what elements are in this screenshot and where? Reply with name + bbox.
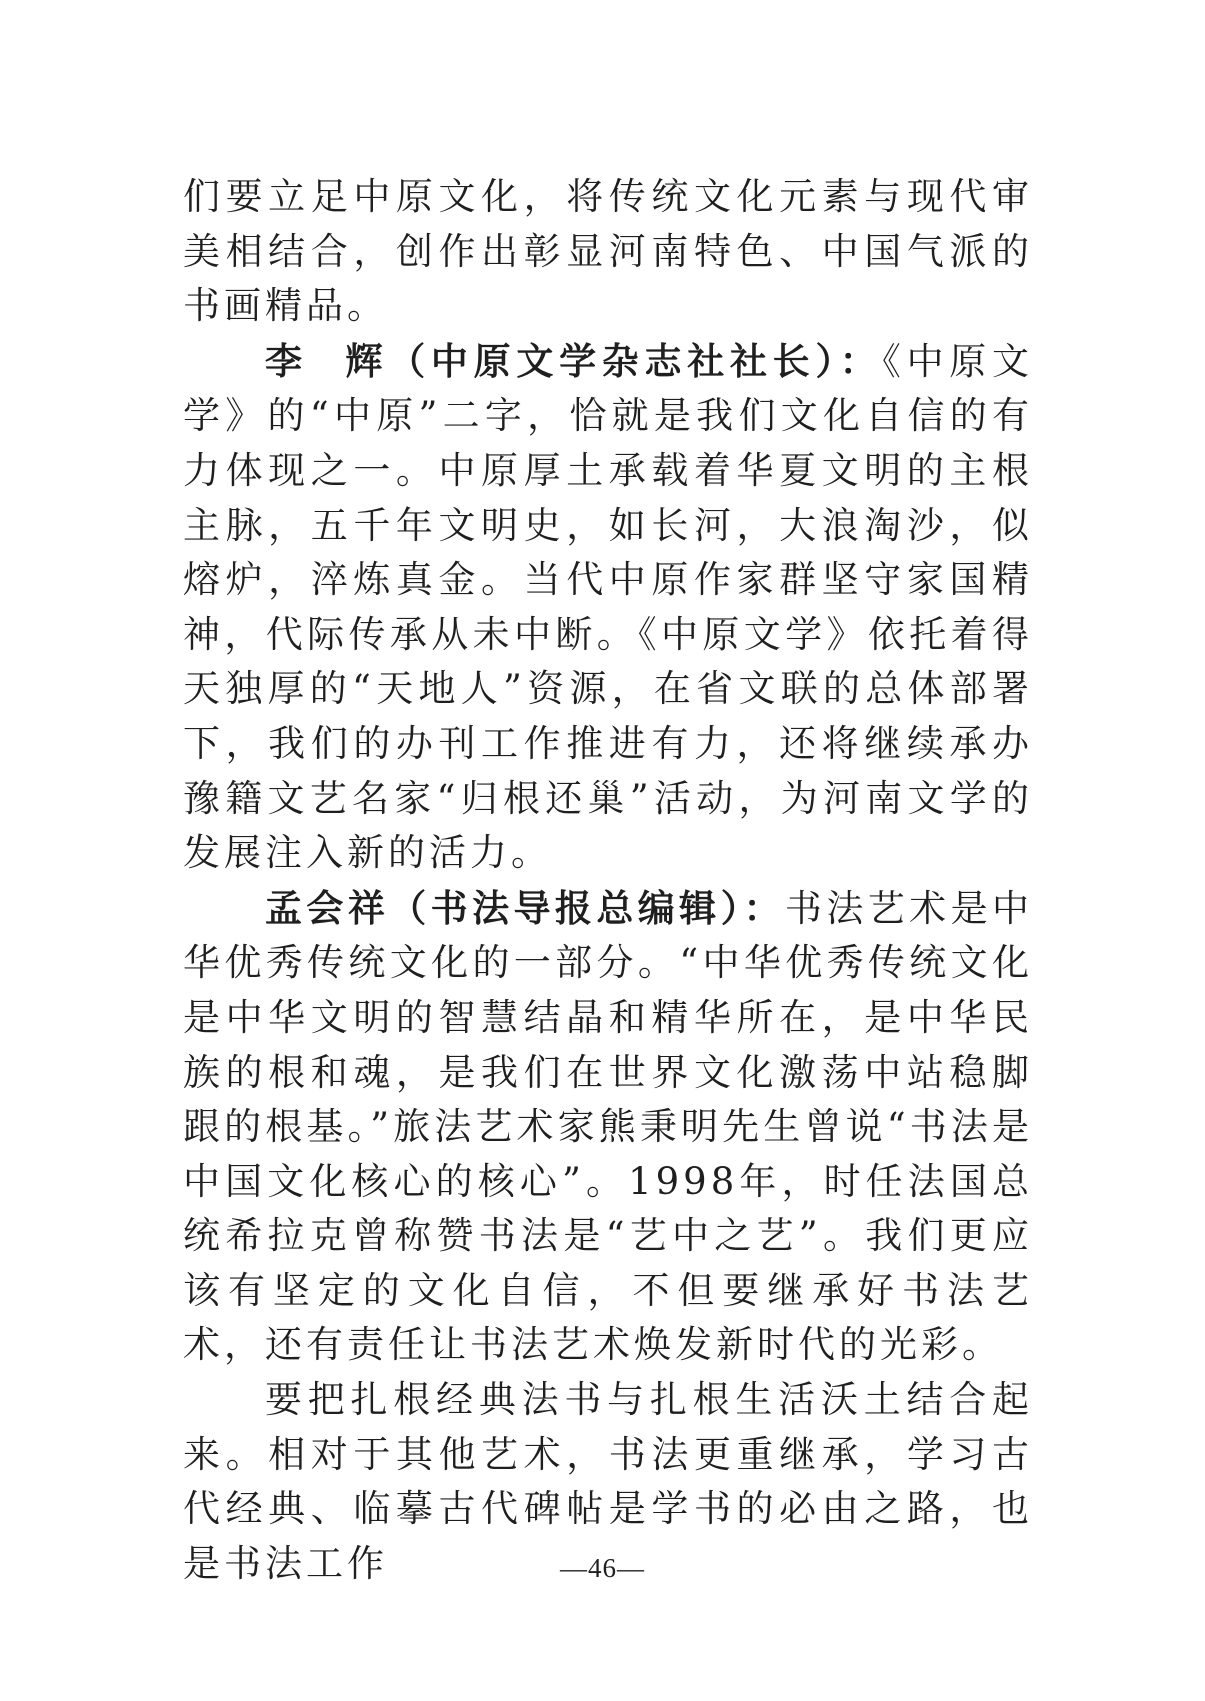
paragraph-continuation <box>183 170 1033 334</box>
speaker-name-part2: 辉 <box>343 338 389 383</box>
speaker-name <box>265 339 388 383</box>
paragraph-text: 书法艺术是中华优秀传统文化的一部分。“中华优秀传统文化是中华文明的智慧结晶和精华所在，是中华民族的根和魂，是我们在世界文化激荡中站稳脚跟的根基。”旅法艺术家熊秉明先生曾说“书法是中国文化核心的核心”。1998年，时任法国总统希拉克曾称赞书法是“艺中之艺”。我们更应该有坚定的文化自信，不但要继承好书法艺术，还有责任让书法艺术焕发新时代的光彩。 <box>183 886 1034 1367</box>
page-number: —46— <box>560 1553 645 1583</box>
speaker-role: （中原文学杂志社社长）： <box>388 338 883 383</box>
paragraph-li-hui <box>183 334 1033 881</box>
body-text <box>183 170 1033 1591</box>
paragraph-text: 《中原文学》的“中原”二字，恰就是我们文化自信的有力体现之一。中原厚土承载着华夏文明的主根主脉，五千年文明史，如长河，大浪淘沙，似熔炉，淬炼真金。当代中原作家群坚守家国精神，代际传承从未中断。《中原文学》依托着得天独厚的“天地人”资源，在省文联的总体部署下，我们的办刊工作推进有力，还将继续承办豫籍文艺名家“归根还巢”活动，为河南文学的发展注入新的活力。 <box>183 339 1034 875</box>
paragraph-text: 要把扎根经典法书与扎根生活沃土结合起来。相对于其他艺术，书法更重继承，学习古代经典、临摹古代碑帖是学书的必由之路，也是书法工作 <box>183 1378 1033 1585</box>
paragraph-meng-huixiang <box>183 881 1033 1373</box>
speaker-role: （书法导报总编辑）： <box>389 885 785 930</box>
paragraph-text: 们要立足中原文化，将传统文化元素与现代审美相结合，创作出彰显河南特色、中国气派的书画精品。 <box>183 175 1033 328</box>
speaker-name: 孟会祥 <box>265 885 390 930</box>
speaker-name-part1: 李 <box>265 338 308 383</box>
